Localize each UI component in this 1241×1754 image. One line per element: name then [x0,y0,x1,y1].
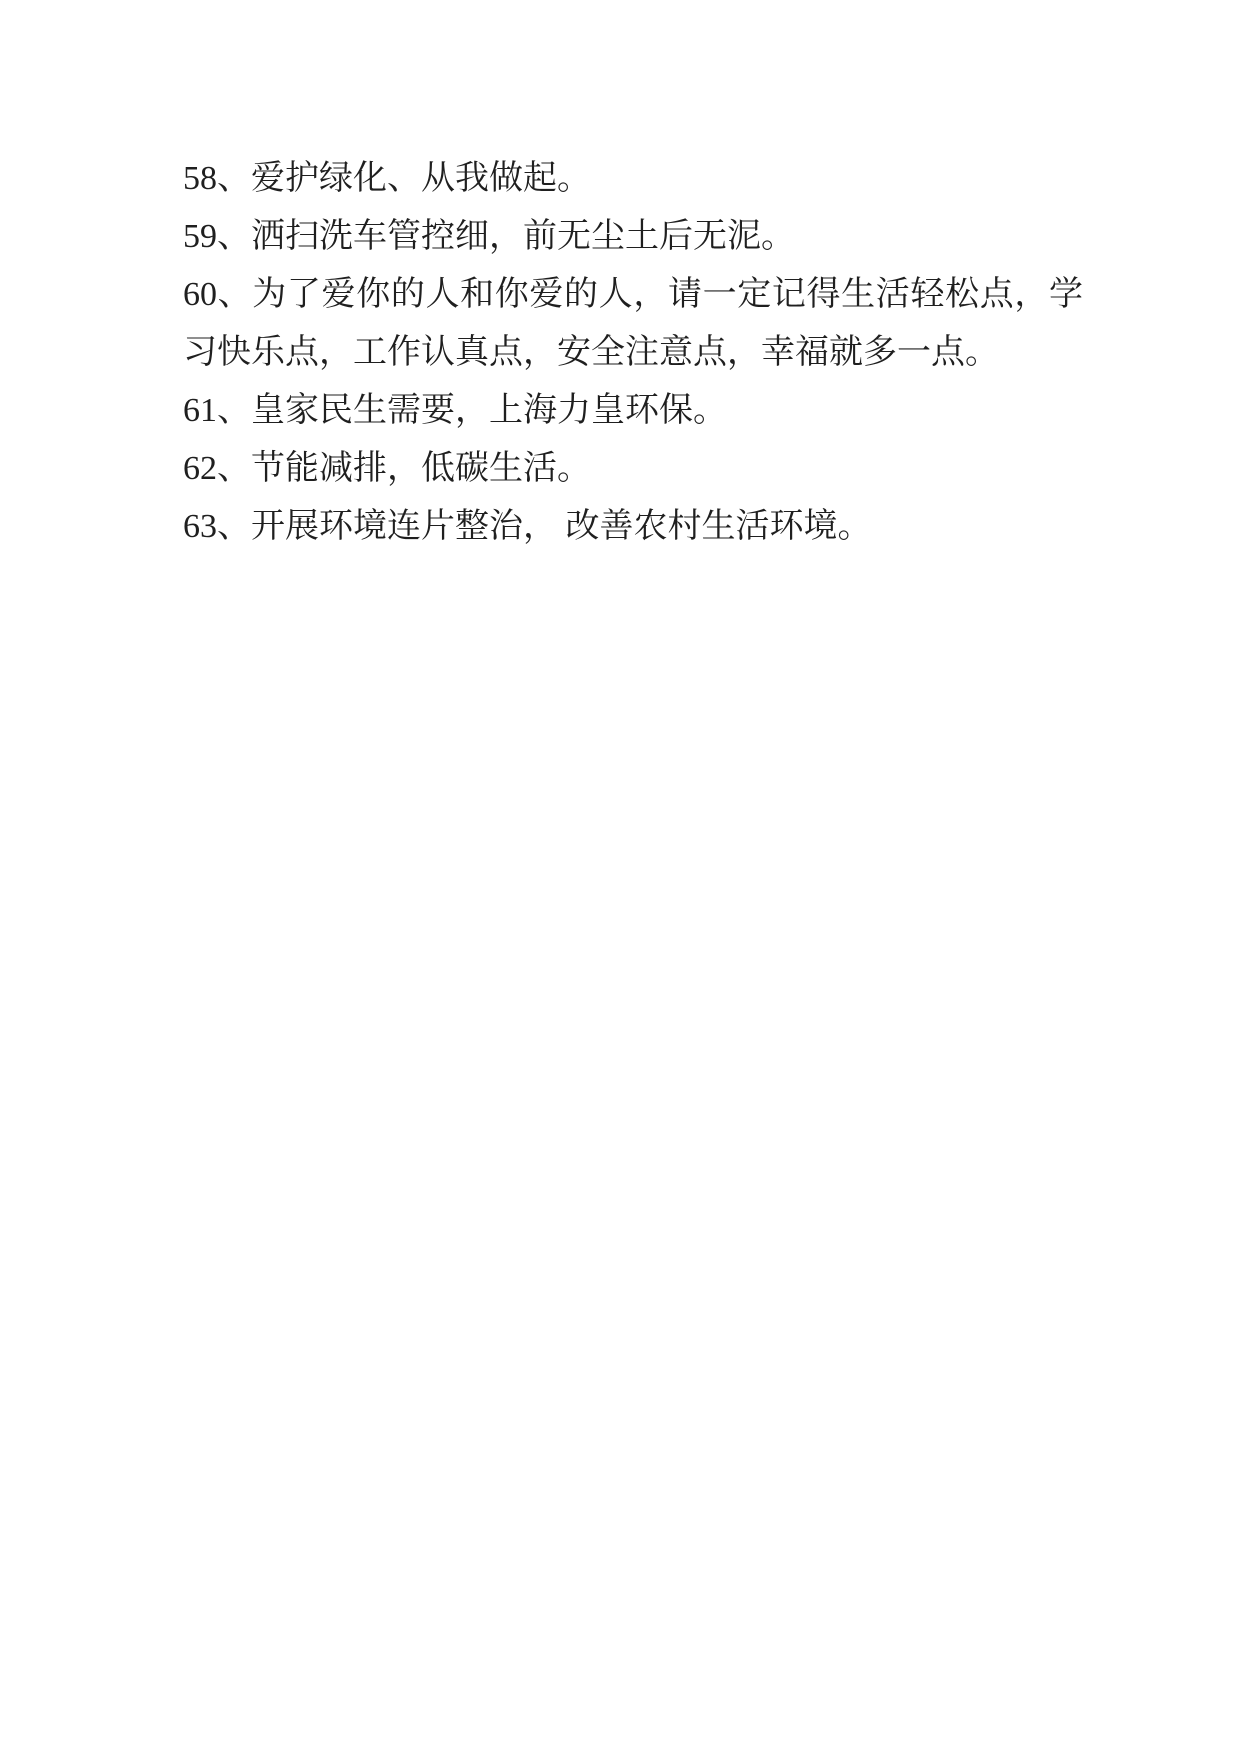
list-item-60: 60、为了爱你的人和你爱的人，请一定记得生活轻松点，学习快乐点，工作认真点，安全注意点，幸福就多一点。 [183,276,1083,371]
list-item-62: 62、节能减排，低碳生活。 [183,450,591,487]
list-item-58: 58、爱护绿化、从我做起。 [183,160,591,197]
list-item-63: 63、开展环境连片整治， 改善农村生活环境。 [183,508,872,545]
list-item-61: 61、皇家民生需要，上海力皇环保。 [183,392,727,429]
slogan-list [183,150,1083,556]
list-item-59: 59、洒扫洗车管控细，前无尘土后无泥。 [183,218,795,255]
